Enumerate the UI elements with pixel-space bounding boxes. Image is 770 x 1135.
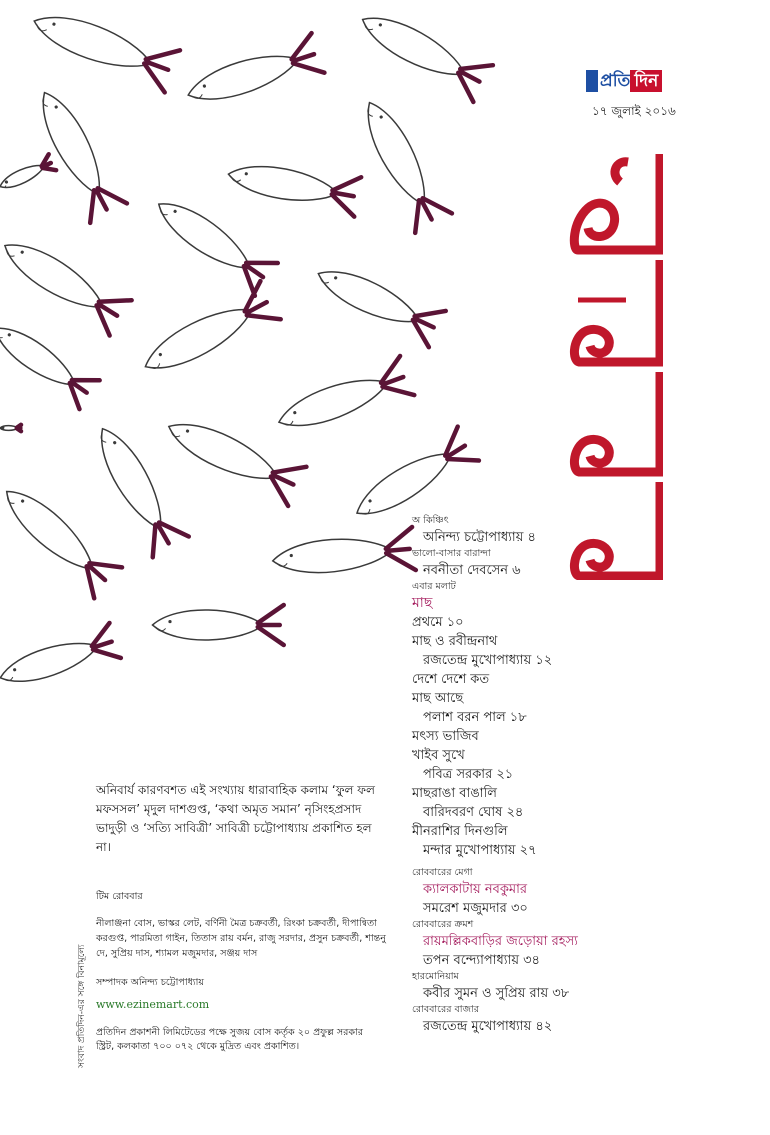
toc-section-label: এবার মলাট [412, 581, 456, 592]
fish-icon [310, 255, 446, 347]
team-members: নীলাঞ্জনা বোস, ভাস্কর লেট, বর্ণিনী মৈত্র চক্রবর্তী, রিংকা চক্রবর্তী, দীপান্বিতা করগুপ্ত, পারমিতা গাইন, তিতাস রায় বর্মন, রাজু সরদার, প্রসুন চক্রবর্তী, শান্তনু দে, সুপ্রিয় দাস, শ্যামল মজুমদার, সঞ্জয় দাস [96, 918, 386, 959]
toc-entry: মীনরাশির দিনগুলি [412, 824, 508, 839]
fish-icon [135, 281, 280, 386]
toc-entry: নবনীতা দেবসেন ৬ [423, 563, 521, 578]
toc-entry: সমরেশ মজুমদার ৩০ [423, 901, 528, 916]
table-of-contents [412, 514, 752, 1036]
fish-icon [160, 407, 307, 506]
toc-entry: খাইব সুখে [412, 748, 465, 763]
fish-icon [225, 154, 361, 216]
toc-section-label: ভালো-বাসার বারান্দা [412, 548, 491, 559]
vertical-note: সংবাদ প্রতিদিন-এর সঙ্গে বিনামূল্যে [77, 944, 87, 1068]
editor-credit: সম্পাদক অনিন্দ্য চট্টোপাধ্যায় [96, 977, 205, 988]
toc-entry: পলাশ বরন পাল ১৮ [423, 710, 527, 725]
fish-icon [0, 425, 21, 431]
toc-section-label: অ কিঞ্চিৎ [412, 515, 449, 526]
fish-icon [0, 228, 132, 336]
toc-section-label: রোববারের বাজার [412, 1004, 479, 1015]
toc-section-label: রোববারের মেগা [412, 867, 473, 878]
toc-entry: রজতেন্দ্র মুখোপাধ্যায় ১২ [423, 653, 553, 668]
toc-section-label: রোববারের ক্রমশ [412, 919, 474, 930]
team-credits [96, 889, 386, 990]
toc-entry: অনিন্দ্য চট্টোপাধ্যায় ৪ [423, 530, 536, 545]
logo-text-part2: দিন [630, 70, 662, 92]
pratidin-logo [586, 70, 662, 92]
toc-cover-heading: মাছ [412, 595, 433, 611]
website-link[interactable]: www.ezinemart.com [96, 998, 210, 1011]
toc-entry: কবীর সুমন ও সুপ্রিয় রায় ৩৮ [423, 986, 570, 1001]
toc-section-label: হারমোনিয়াম [412, 971, 459, 982]
toc-entry: মাছরাঙা বাঙালি [412, 786, 497, 801]
issue-date: ১৭ জুলাই ২০১৬ [592, 104, 676, 118]
toc-entry: রজতেন্দ্র মুখোপাধ্যায় ৪২ [423, 1019, 553, 1034]
toc-entry: তপন বন্দ্যোপাধ্যায় ৩৪ [423, 953, 540, 968]
toc-entry: দেশে দেশে কত [412, 672, 490, 687]
fish-icon [353, 1, 493, 102]
logo-mark-icon [586, 70, 598, 92]
fish-icon [271, 527, 416, 582]
fish-icon [0, 623, 121, 695]
toc-entry: মন্দার মুখোপাধ্যায় ২৭ [423, 843, 537, 858]
notice-text: অনিবার্য কারণবশত এই সংখ্যায় ধারাবাহিক কলাম ‘ফুল ফল মফসসল’ মৃদুল দাশগুপ্ত, ‘কথা অমৃত সমান’ নৃসিংহপ্রসাদ ভাদুড়ী ও ‘সত্যি সাবিত্রী’ সাবিত্রী চট্টোপাধ্যায় প্রকাশিত হল না। [96, 783, 375, 854]
toc-entry: বারিদবরণ ঘোষ ২৪ [423, 805, 524, 820]
toc-entry: পবিত্র সরকার ২১ [423, 767, 514, 782]
publisher-imprint: প্রতিদিন প্রকাশনী লিমিটেডের পক্ষে সুজয় বোস কর্তৃক ২০ প্রফুল্ল সরকার স্ট্রিট, কলকাতা ৭০০ ০৭২ থেকে মুদ্রিত এবং প্রকাশিত। [96, 1027, 364, 1052]
fish-icon [153, 605, 284, 645]
fish-icon [0, 476, 122, 598]
fish-icon [84, 418, 188, 557]
toc-entry: মাছ আছে [412, 691, 464, 706]
fish-icon [27, 0, 180, 92]
fish-icon [182, 33, 325, 115]
toc-feature-title: ক্যালকাটায় নবকুমার [423, 882, 528, 897]
fish-icon [351, 93, 452, 233]
fish-icon [272, 356, 414, 442]
toc-entry: মৎস্য ভাজিব [412, 729, 479, 744]
fish-icon [0, 154, 56, 194]
fish-icon [0, 314, 100, 409]
fish-icon [26, 83, 127, 223]
toc-feature-title: রায়মল্লিকবাড়ির জড়োয়া রহস্য [423, 934, 578, 949]
toc-entry: মাছ ও রবীন্দ্রনাথ [412, 634, 498, 649]
fish-icon [147, 188, 277, 296]
toc-entry: প্রথমে ১০ [412, 615, 464, 630]
logo-text-part1: প্রতি [600, 71, 631, 91]
team-label: টিম রোববার [96, 891, 143, 902]
